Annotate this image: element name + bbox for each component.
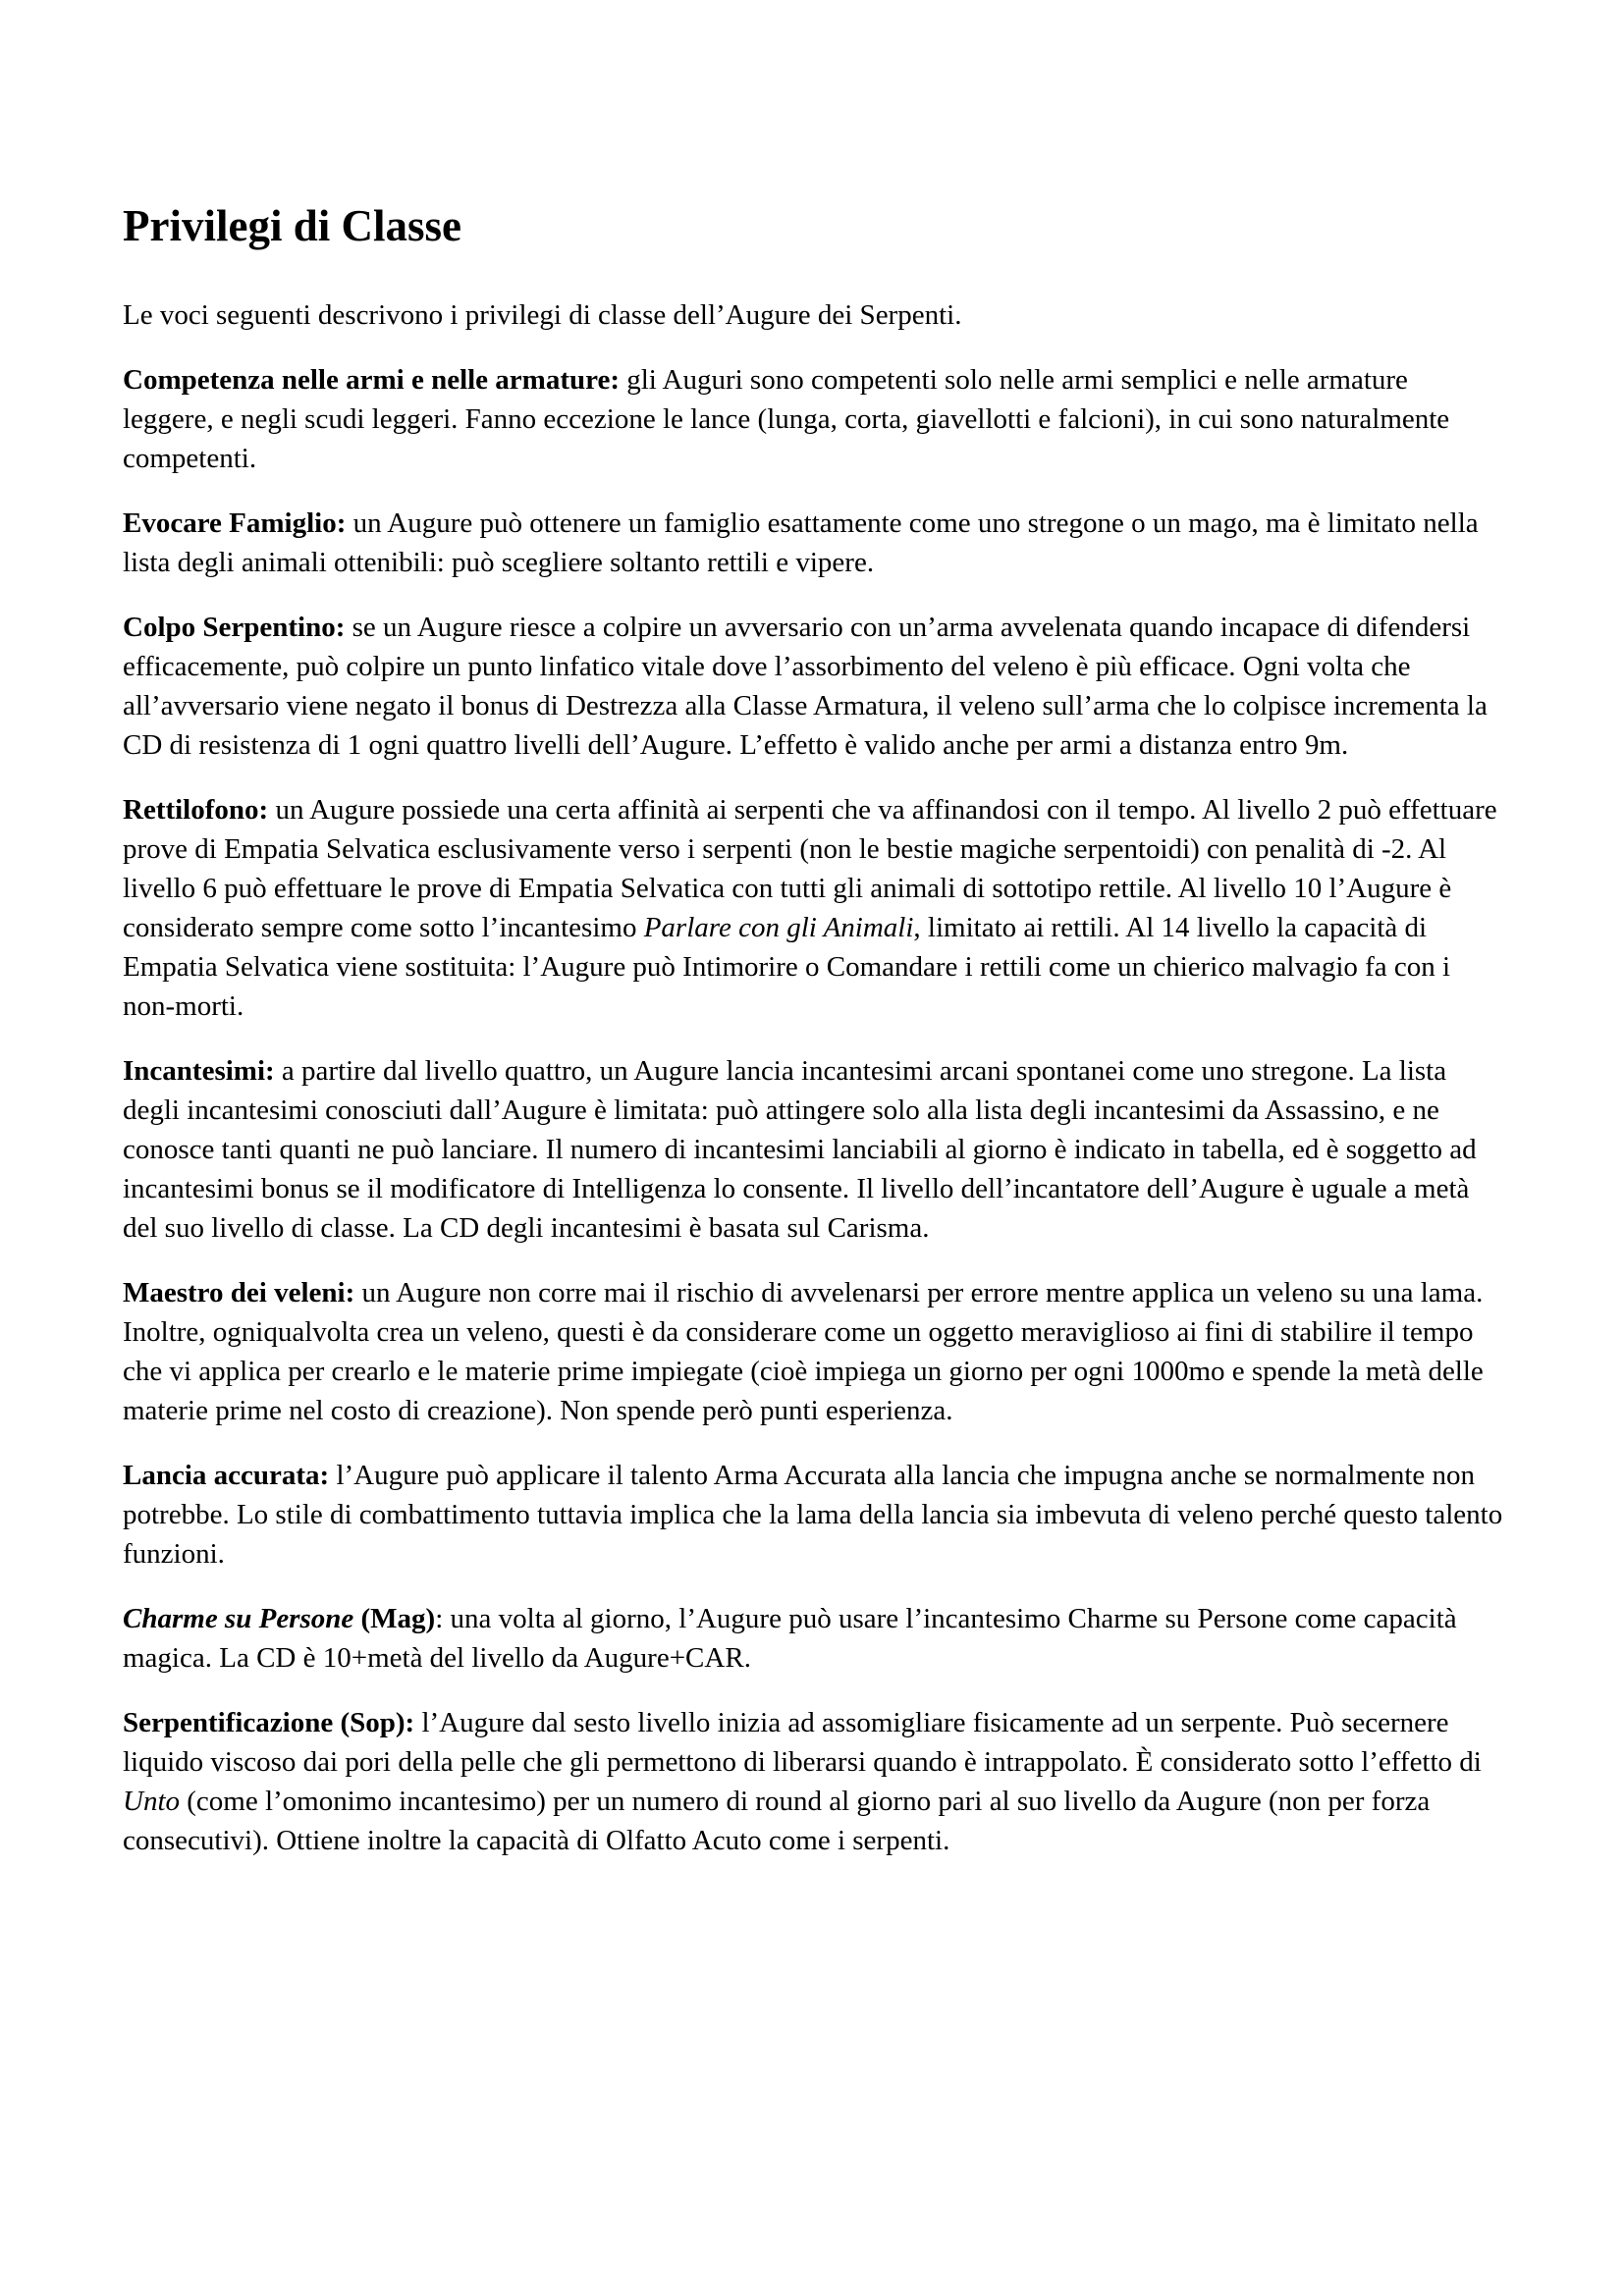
paragraph-colpo-serpentino [123, 608, 1504, 765]
section-heading-run: (Mag) [353, 1603, 436, 1634]
section-heading-run: Competenza nelle armi e nelle armature: [123, 364, 620, 396]
section-heading-run: Serpentificazione (Sop): [123, 1707, 415, 1738]
paragraph-evocare-famiglio [123, 504, 1504, 582]
text-run: un Augure può ottenere un famiglio esattamente come uno stregone o un mago, ma è limitato nella lista degli animali ottenibili: può scegliere soltanto rettili e vipere. [123, 507, 1479, 578]
paragraph-incantesimi [123, 1051, 1504, 1248]
text-run: un Augure non corre mai il rischio di avvelenarsi per errore mentre applica un veleno su una lama. Inoltre, ogniqualvolta crea un veleno, questi è da considerare come un oggetto meraviglioso ai fini di stabilire il tempo che vi applica per crearlo e le materie prime impiegate (cioè impiega un giorno per ogni 1000mo e spende la metà delle materie prime nel costo di creazione). Non spende però punti esperienza. [123, 1277, 1484, 1426]
paragraph-serpentificazione [123, 1703, 1504, 1860]
text-run: un Augure possiede una certa affinità ai serpenti che va affinandosi con il tempo. Al livello 2 può effettuare prove di Empatia Selvatica esclusivamente verso i serpenti (non le bestie magiche serpentoidi) con penalità di -2. Al livello 6 può effettuare le prove di Empatia Selvatica con tutti gli animali di sottotipo rettile. Al livello 10 l’Augure è considerato sempre come sotto l’incantesimo [123, 794, 1497, 943]
section-heading-run: Colpo Serpentino: [123, 612, 346, 643]
paragraph-competenza-nelle-armi-e-nelle-armature [123, 360, 1504, 478]
section-heading-run: Incantesimi: [123, 1055, 275, 1087]
text-run: , limitato ai rettili. Al 14 livello la capacità di Empatia Selvatica viene sostituita: l’Augure può Intimorire o Comandare i rettili come un chierico malvagio fa con i non-morti. [123, 912, 1451, 1022]
text-run: l’Augure dal sesto livello inizia ad assomigliare fisicamente ad un serpente. Può secernere liquido viscoso dai pori della pelle che gli permettono di liberarsi quando è intrappolato. È considerato sotto l’effetto di [123, 1707, 1482, 1778]
section-heading-run: Maestro dei veleni: [123, 1277, 355, 1308]
text-run: a partire dal livello quattro, un Augure lancia incantesimi arcani spontanei come uno stregone. La lista degli incantesimi conosciuti dall’Augure è limitata: può attingere solo alla lista degli incantesimi da Assassino, e ne conosce tanti quanti ne può lanciare. Il numero di incantesimi lanciabili al giorno è indicato in tabella, ed è soggetto ad incantesimi bonus se il modificatore di Intelligenza lo consente. Il livello dell’incantatore dell’Augure è uguale a metà del suo livello di classe. La CD degli incantesimi è basata sul Carisma. [123, 1055, 1477, 1244]
paragraph-rettilofono [123, 790, 1504, 1026]
paragraph-intro [123, 295, 1504, 335]
text-run: se un Augure riesce a colpire un avversario con un’arma avvelenata quando incapace di difendersi efficacemente, può colpire un punto linfatico vitale dove l’assorbimento del veleno è più efficace. Ogni volta che all’avversario viene negato il bonus di Destrezza alla Classe Armatura, il veleno sull’arma che lo colpisce incrementa la CD di resistenza di 1 ogni quattro livelli dell’Augure. L’effetto è valido anche per armi a distanza entro 9m. [123, 612, 1488, 761]
document-paragraphs [123, 295, 1504, 1860]
paragraph-charme-su-persone [123, 1599, 1504, 1678]
text-run: gli Auguri sono competenti solo nelle armi semplici e nelle armature leggere, e negli scudi leggeri. Fanno eccezione le lance (lunga, corta, giavellotti e falcioni), in cui sono naturalmente competenti. [123, 364, 1450, 474]
paragraph-lancia-accurata [123, 1456, 1504, 1574]
text-run: l’Augure può applicare il talento Arma Accurata alla lancia che impugna anche se normalmente non potrebbe. Lo stile di combattimento tuttavia implica che la lama della lancia sia imbevuta di veleno perché questo talento funzioni. [123, 1460, 1503, 1570]
text-run: Le voci seguenti descrivono i privilegi di classe dell’Augure dei Serpenti. [123, 299, 962, 331]
section-heading-run: Rettilofono: [123, 794, 269, 826]
text-run: (come l’omonimo incantesimo) per un numero di round al giorno pari al suo livello da Augure (non per forza consecutivi). Ottiene inoltre la capacità di Olfatto Acuto come i serpenti. [123, 1786, 1431, 1856]
section-heading-run: Lancia accurata: [123, 1460, 330, 1491]
text-run: : una volta al giorno, l’Augure può usare l’incantesimo Charme su Persone come capacità magica. La CD è 10+metà del livello da Augure+CAR. [123, 1603, 1457, 1674]
section-heading-run: Evocare Famiglio: [123, 507, 347, 539]
section-heading-run: Charme su Persone [123, 1603, 354, 1634]
page-title: Privilegi di Classe [123, 201, 461, 250]
text-run: Unto [123, 1786, 180, 1817]
text-run: Parlare con gli Animali [643, 912, 914, 943]
paragraph-maestro-dei-veleni [123, 1273, 1504, 1430]
